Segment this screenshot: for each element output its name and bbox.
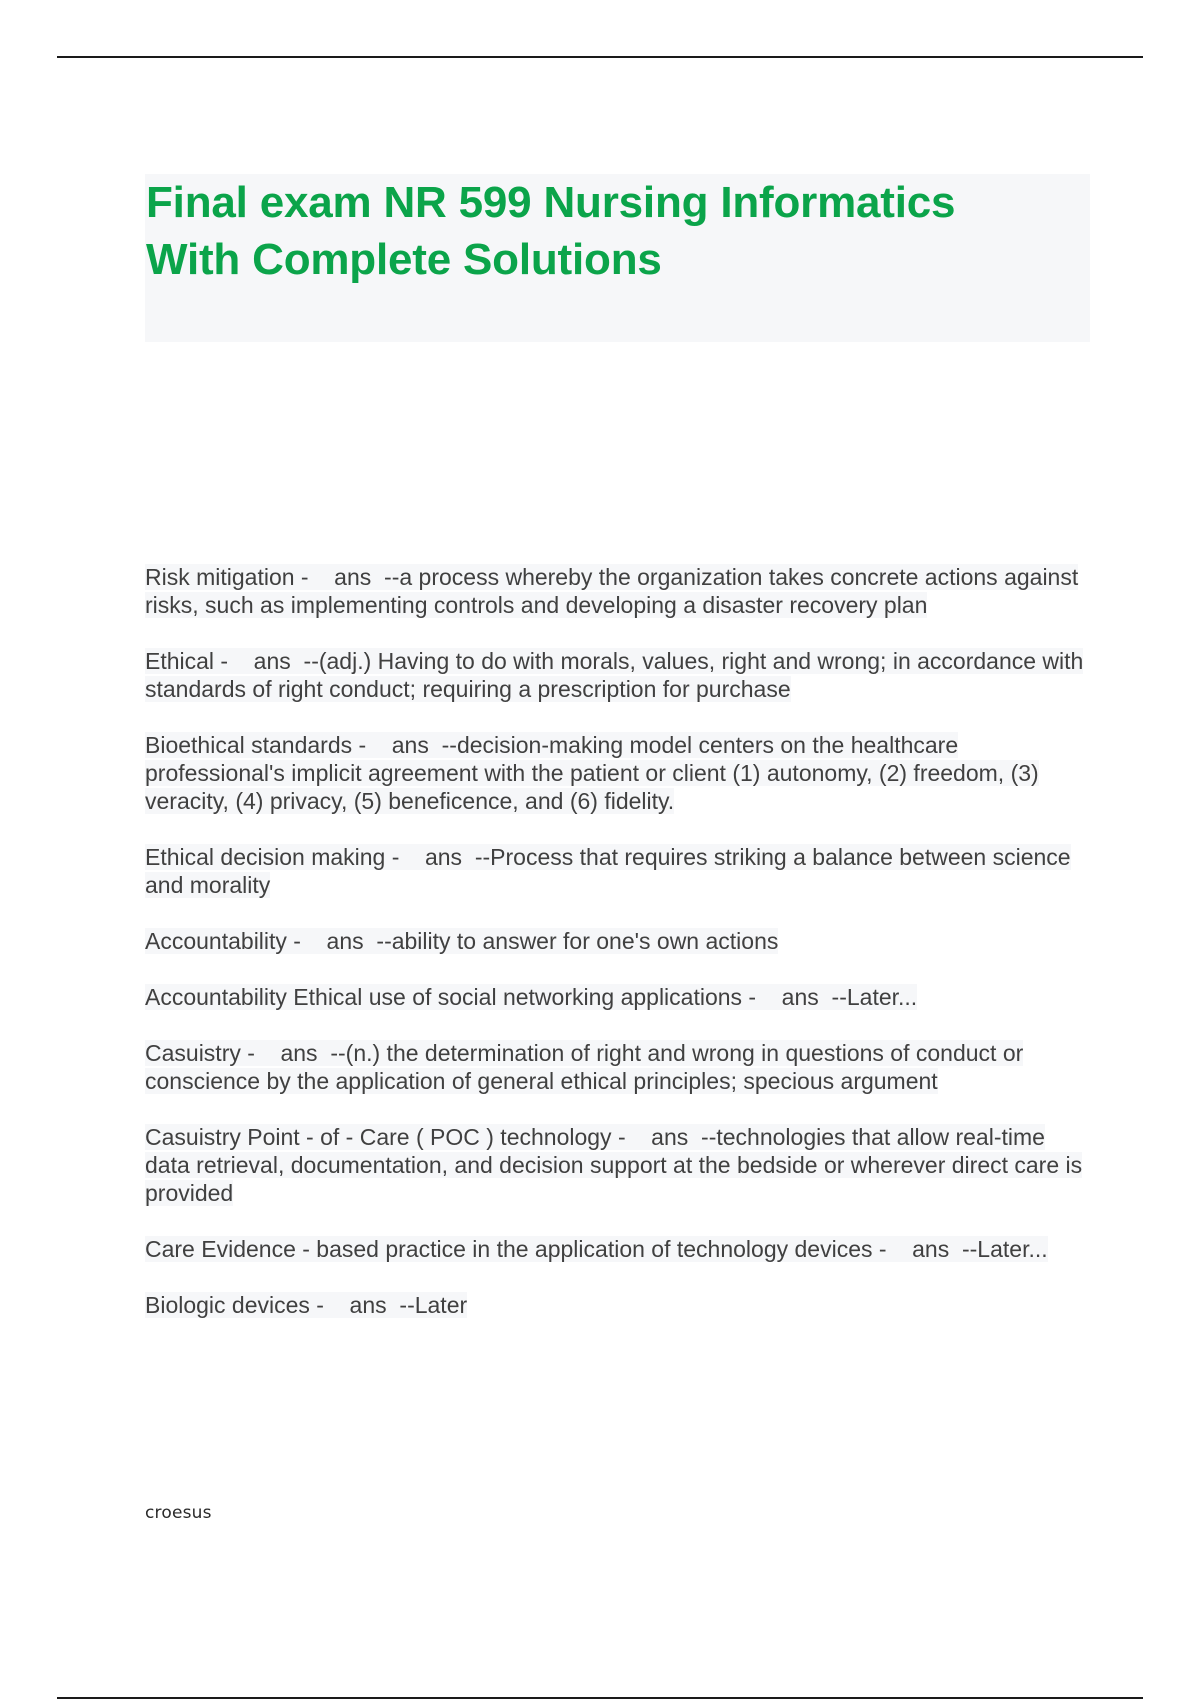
page-title: [145, 174, 1090, 288]
entry-term: Care Evidence - based practice in the application of technology devices -: [145, 1236, 893, 1262]
qa-entry: [145, 927, 1090, 955]
entry-separator: ans: [892, 1236, 962, 1262]
entry-definition: --Later: [399, 1292, 468, 1318]
title-line-1: Final exam NR 599 Nursing Informatics: [146, 178, 956, 227]
bottom-rule: [57, 1697, 1143, 1699]
entry-term: Biologic devices -: [145, 1292, 331, 1318]
entry-definition: --Later...: [831, 984, 918, 1010]
qa-entry: [145, 563, 1090, 619]
entry-term: Ethical -: [145, 648, 235, 674]
qa-entry: [145, 731, 1090, 815]
title-line-2: With Complete Solutions: [146, 235, 662, 284]
entry-definition: --Later...: [961, 1236, 1048, 1262]
entry-definition: --Process that requires striking a balance between science and morality: [145, 844, 1071, 898]
qa-list: [145, 563, 1090, 1347]
entry-term: Casuistry Point - of - Care ( POC ) technology -: [145, 1124, 632, 1150]
footer-watermark: croesus: [145, 1503, 212, 1523]
title-box: [145, 174, 1090, 342]
entry-separator: ans: [762, 984, 832, 1010]
qa-entry: [145, 983, 1090, 1011]
entry-definition: --technologies that allow real-time data retrieval, documentation, and decision support at the bedside or wherever direct care is provided: [145, 1124, 1083, 1206]
entry-definition: --ability to answer for one's own actions: [376, 928, 779, 954]
entry-separator: ans: [314, 564, 385, 590]
entry-definition: --a process whereby the organization takes concrete actions against risks, such as implementing controls and developing a disaster recovery plan: [145, 564, 1079, 618]
entry-separator: ans: [372, 732, 442, 758]
entry-separator: ans: [632, 1124, 702, 1150]
entry-term: Bioethical standards -: [145, 732, 373, 758]
qa-entry: [145, 1291, 1090, 1319]
qa-entry: [145, 1123, 1090, 1207]
entry-separator: ans: [405, 844, 475, 870]
qa-entry: [145, 843, 1090, 899]
entry-separator: ans: [330, 1292, 400, 1318]
entry-term: Ethical decision making -: [145, 844, 406, 870]
qa-entry: [145, 1235, 1090, 1263]
qa-entry: [145, 647, 1090, 703]
entry-definition: --(adj.) Having to do with morals, values, right and wrong; in accordance with standards of right conduct; requiring a prescription for purchase: [145, 648, 1084, 702]
entry-term: Accountability -: [145, 928, 308, 954]
entry-definition: --(n.) the determination of right and wrong in questions of conduct or conscience by the application of general ethical principles; specious argument: [145, 1040, 1024, 1094]
entry-term: Risk mitigation -: [145, 564, 315, 590]
entry-separator: ans: [234, 648, 304, 674]
top-rule: [57, 56, 1143, 58]
entry-term: Casuistry -: [145, 1040, 262, 1066]
entry-term: Accountability Ethical use of social networking applications -: [145, 984, 763, 1010]
entry-separator: ans: [307, 928, 377, 954]
entry-definition: --decision-making model centers on the healthcare professional's implicit agreement with the patient or client (1) autonomy, (2) freedom, (3) veracity, (4) privacy, (5) beneficence, and (6) fidelity.: [145, 732, 1039, 814]
qa-entry: [145, 1039, 1090, 1095]
entry-separator: ans: [261, 1040, 331, 1066]
